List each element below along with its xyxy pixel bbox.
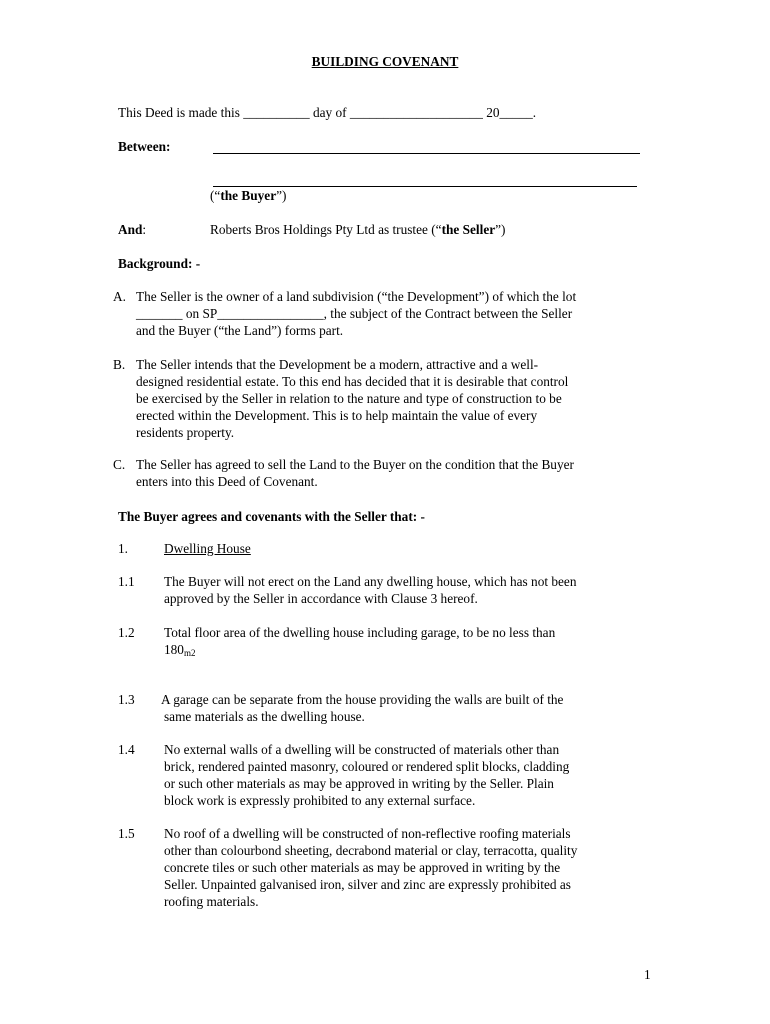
text-line: _______ on SP________________, the subject of the Contract between the Seller xyxy=(136,306,573,321)
text-line: same materials as the dwelling house. xyxy=(164,709,365,724)
text-line: roofing materials. xyxy=(164,894,259,909)
clause-text xyxy=(164,825,577,910)
seller-prefix: Roberts Bros Holdings Pty Ltd as trustee (“ xyxy=(210,222,442,237)
and-label xyxy=(118,221,146,238)
text-line: approved by the Seller in accordance with Clause 3 hereof. xyxy=(164,591,478,606)
clause-number: 1.5 xyxy=(118,826,135,841)
background-item-text xyxy=(136,356,568,441)
document-title: BUILDING COVENANT xyxy=(311,54,459,69)
text-line: Total floor area of the dwelling house including garage, to be no less than xyxy=(164,625,556,640)
clause-number: 1.1 xyxy=(118,574,135,589)
text-line: block work is expressly prohibited to any external surface. xyxy=(164,793,476,808)
background-item-marker: C. xyxy=(113,457,126,472)
buyer-term: the Buyer xyxy=(220,188,277,203)
and-word: And xyxy=(118,222,143,237)
buyer-designation xyxy=(210,187,286,204)
deed-date-line: This Deed is made this __________ day of ____________________ 20_____. xyxy=(118,105,537,120)
page-number: 1 xyxy=(644,967,651,982)
buyer-close-quote: ”) xyxy=(276,188,287,203)
text-line: be exercised by the Seller in relation to the nature and type of construction to be xyxy=(136,391,562,406)
background-item-marker: A. xyxy=(113,289,126,304)
floor-area-number: 180 xyxy=(164,642,184,657)
buyer-name-blank-line-1[interactable] xyxy=(213,153,640,154)
text-line: and the Buyer (“the Land”) forms part. xyxy=(136,323,344,338)
section-number: 1. xyxy=(118,541,128,556)
text-line: The Seller intends that the Development be a modern, attractive and a well- xyxy=(136,357,539,372)
text-line: The Seller is the owner of a land subdivision (“the Development”) of which the lot xyxy=(136,289,577,304)
buyer-open-quote: (“ xyxy=(210,188,221,203)
clause-number: 1.4 xyxy=(118,742,135,757)
text-line: Seller. Unpainted galvanised iron, silver and zinc are expressly prohibited as xyxy=(164,877,571,892)
text-line: No roof of a dwelling will be constructed of non-reflective roofing materials xyxy=(164,826,571,841)
between-label: Between: xyxy=(118,139,171,154)
text-line: residents property. xyxy=(136,425,235,440)
clause-text-line-2 xyxy=(164,708,365,725)
seller-term: the Seller xyxy=(441,222,496,237)
clause-text xyxy=(164,573,576,607)
text-line: No external walls of a dwelling will be constructed of materials other than xyxy=(164,742,560,757)
text-line: The Seller has agreed to sell the Land to the Buyer on the condition that the Buyer xyxy=(136,457,574,472)
covenants-heading: The Buyer agrees and covenants with the Seller that: - xyxy=(118,509,425,524)
section-title: Dwelling House xyxy=(164,541,251,556)
seller-designation xyxy=(210,221,505,238)
seller-close-quote: ”) xyxy=(495,222,506,237)
text-line: The Buyer will not erect on the Land any dwelling house, which has not been xyxy=(164,574,577,589)
background-heading: Background: - xyxy=(118,256,201,271)
background-item-marker: B. xyxy=(113,357,126,372)
text-line: A garage can be separate from the house providing the walls are built of the xyxy=(161,692,564,707)
text-line: enters into this Deed of Covenant. xyxy=(136,474,318,489)
text-line: concrete tiles or such other materials as may be approved in writing by the xyxy=(164,860,561,875)
background-item-text xyxy=(136,456,574,490)
text-line: erected within the Development. This is to help maintain the value of every xyxy=(136,408,538,423)
floor-area-value xyxy=(164,641,555,662)
clause-text-line-1 xyxy=(161,691,563,708)
text-line: designed residential estate. To this end has decided that it is desirable that control xyxy=(136,374,569,389)
floor-area-unit: m2 xyxy=(183,648,196,658)
clause-number: 1.2 xyxy=(118,625,135,640)
text-line: other than colourbond sheeting, decrabond material or clay, terracotta, quality xyxy=(164,843,578,858)
clause-number: 1.3 xyxy=(118,692,135,707)
text-line: brick, rendered painted masonry, coloured or rendered split blocks, cladding xyxy=(164,759,570,774)
clause-text xyxy=(164,624,555,662)
clause-text xyxy=(164,741,569,809)
text-line: or such other materials as may be approved in writing by the Seller. Plain xyxy=(164,776,554,791)
and-colon: : xyxy=(142,222,147,237)
background-item-text xyxy=(136,288,576,339)
